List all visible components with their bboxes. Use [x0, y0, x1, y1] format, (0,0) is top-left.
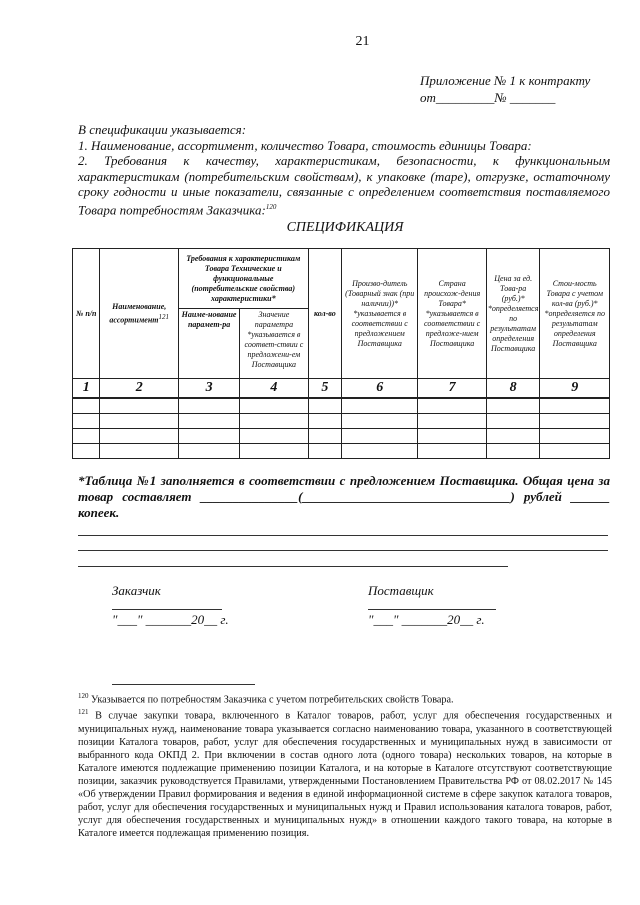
- column-number: 3: [178, 379, 239, 399]
- intro-line: В спецификации указывается:: [78, 122, 247, 137]
- supplier-label: Поставщик: [368, 583, 434, 598]
- blank-line: [78, 566, 508, 567]
- footnote-text: В случае закупки товара, включенного в Каталог товаров, работ, услуг для обеспечения государственных и муниципальных нужд, наименование товара указывается согласно наименованию товара, указанного в соответствующей позиции Каталога товаров, работ, услуг для обеспечения государственных и муниципальных нужд в зависимости от выбранного кода ОКПД 2. При включении в состав одного лота (одного товара) нескольких товаров, на которые в Каталоге имеются подлежащие применению позиции Каталога, и на которые в Каталоге отсутствуют соответствующие позиции, заказчик руководствуется Правилами, утвержденными Постановлением Правительства РФ от 08.02.2017 № 145 «Об утверждении Правил формирования и ведения в единой информационной системе в сфере закупок каталога товаров, работ, услуг для обеспечения государственных и муниципальных нужд и Правил использования каталога товаров, работ, услуг для обеспечения государственных и муниципальных нужд» в отношении каждого такого товара, на которые в Каталоге имеется подлежащая применению позиция.: [78, 710, 612, 839]
- footnote: [78, 690, 612, 706]
- header-requirements: Требования к характеристикам Товара Технические и функциональные (потребительские свойства) характеристики*: [178, 249, 308, 309]
- header-cost: Стои-мость Товара с учетом кол-ва (руб.)* *определяется по результатам определения Поставщика: [540, 249, 610, 379]
- footnote: [78, 706, 612, 839]
- header-maker: Произво-дитель (Товарный знак (при наличии))* *указывается в соответствии с предложением Поставщика: [342, 249, 418, 379]
- footnote-number: 121: [78, 708, 89, 717]
- customer-signature-line: [112, 609, 222, 610]
- customer-label: Заказчик: [112, 583, 161, 598]
- column-number: 4: [240, 379, 308, 399]
- header-num: № п/п: [73, 249, 100, 379]
- table-row: [73, 414, 610, 429]
- blank-line: [78, 535, 608, 536]
- supplier-signature-line: [368, 609, 496, 610]
- header-param-name: Наиме-нование парамет-ра: [178, 309, 239, 379]
- supplier-date: "___" _______20__ г.: [368, 612, 485, 627]
- table-note: *Таблица №1 заполняется в соответствии с предложением Поставщика. Общая цена за товар составляет _______________(________________________________) рублей ______ копеек.: [78, 473, 610, 520]
- column-number: 2: [100, 379, 179, 399]
- footnote-number: 120: [78, 692, 89, 700]
- page-number: 21: [355, 34, 370, 49]
- customer-date: "___" _______20__ г.: [112, 612, 229, 627]
- header-param-value: Значение параметра *указывается в соответ-ствии с предложени-ем Поставщика: [240, 309, 308, 379]
- header-name: [100, 249, 179, 379]
- intro-text: [78, 122, 610, 217]
- column-number: 6: [342, 379, 418, 399]
- column-number: 1: [73, 379, 100, 399]
- table-row: [73, 429, 610, 444]
- footnotes: [78, 690, 612, 840]
- footnote-ref: 120: [265, 202, 277, 211]
- column-number: 9: [540, 379, 610, 399]
- appendix-title: Приложение № 1 к контракту: [420, 73, 591, 88]
- spec-title: СПЕЦИФИКАЦИЯ: [286, 220, 404, 235]
- intro-line: 1. Наименование, ассортимент, количество Товара, стоимость единицы Товара:: [78, 137, 532, 153]
- table-row: [73, 444, 610, 459]
- footnote-ref: 121: [158, 312, 170, 321]
- column-number: 8: [486, 379, 540, 399]
- header-price: Цена за ед. Това-ра (руб.)* *определяется по результатам определения Поставщика: [486, 249, 540, 379]
- appendix-header: [420, 72, 590, 106]
- footnote-text: Указывается по потребностям Заказчика с учетом потребительских свойств Товара.: [91, 694, 454, 706]
- table-row: [73, 398, 610, 414]
- footnote-separator: [112, 684, 255, 685]
- header-country: Страна происхож-дения Товара* *указывается в соответствии с предложе-нием Поставщика: [418, 249, 487, 379]
- spec-table: [72, 248, 610, 459]
- header-qty: кол-во: [308, 249, 341, 379]
- header-name-text: Наименование, ассортимент: [109, 301, 167, 325]
- blank-line: [78, 550, 608, 551]
- column-number: 7: [418, 379, 487, 399]
- intro-line: [78, 153, 610, 217]
- column-numbers-row: [73, 379, 610, 399]
- appendix-date-line: от_________№ _______: [420, 90, 556, 105]
- column-number: 5: [308, 379, 341, 399]
- intro-line-text: 2. Требования к качеству, характеристикам, безопасности, к функциональным характеристикам (потребительским свойствам), к упаковке (таре), отгрузке, остаточному сроку годности и иные показатели, связанные с определением соответствия поставляемого Товара потребностям Заказчика:: [78, 153, 610, 217]
